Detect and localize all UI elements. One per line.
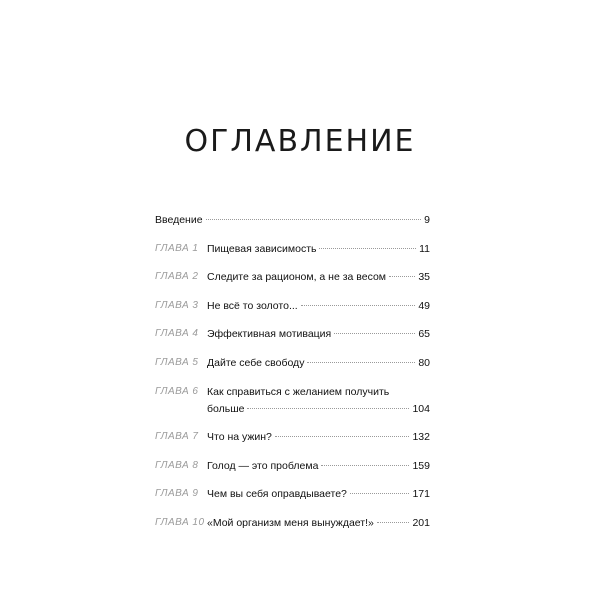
dot-leader [334, 333, 415, 334]
dot-leader [350, 493, 410, 494]
page-number: 65 [418, 328, 430, 340]
entry-label: больше [207, 403, 245, 415]
dot-leader [307, 362, 415, 363]
page-title: ОГЛАВЛЕНИЕ [184, 124, 416, 159]
page-number: 35 [418, 271, 430, 283]
entry-label: Эффективная мотивация [207, 328, 332, 340]
chapter-number: ГЛАВА 10 [155, 517, 205, 528]
dot-leader [206, 219, 422, 220]
entry-label-line-1: Как справиться с желанием получить [207, 386, 390, 398]
chapter-number: ГЛАВА 8 [155, 460, 199, 471]
dot-leader [377, 522, 410, 523]
page-number: 201 [412, 517, 430, 529]
entry-label: Введение [155, 214, 203, 226]
dot-leader [301, 305, 416, 306]
dot-leader [321, 465, 409, 466]
chapter-number: ГЛАВА 5 [155, 357, 199, 368]
entry-label: Дайте себе свободу [207, 357, 305, 369]
page-number: 159 [412, 460, 430, 472]
chapter-number: ГЛАВА 9 [155, 488, 199, 499]
chapter-number: ГЛАВА 3 [155, 300, 199, 311]
entry-label: Голод — это проблема [207, 460, 319, 472]
page-number: 9 [424, 214, 430, 226]
page-number: 132 [412, 431, 430, 443]
dot-leader [247, 408, 409, 409]
chapter-number: ГЛАВА 1 [155, 243, 199, 254]
dot-leader [275, 436, 410, 437]
entry-label: Следите за рационом, а не за весом [207, 271, 387, 283]
entry-label: Не всё то золото... [207, 300, 298, 312]
entry-label: «Мой организм меня вынуждает!» [207, 517, 374, 529]
entry-label: Пищевая зависимость [207, 243, 317, 255]
page-number: 171 [412, 488, 430, 500]
chapter-number: ГЛАВА 2 [155, 271, 199, 282]
page-number: 104 [412, 403, 430, 415]
entry-label: Что на ужин? [207, 431, 272, 443]
page-number: 11 [419, 243, 430, 255]
chapter-number: ГЛАВА 4 [155, 328, 199, 339]
chapter-number: ГЛАВА 6 [155, 386, 199, 397]
dot-leader [319, 248, 416, 249]
page-number: 80 [418, 357, 430, 369]
chapter-number: ГЛАВА 7 [155, 431, 199, 442]
dot-leader [389, 276, 415, 277]
page-number: 49 [418, 300, 430, 312]
entry-label: Чем вы себя оправдываете? [207, 488, 347, 500]
